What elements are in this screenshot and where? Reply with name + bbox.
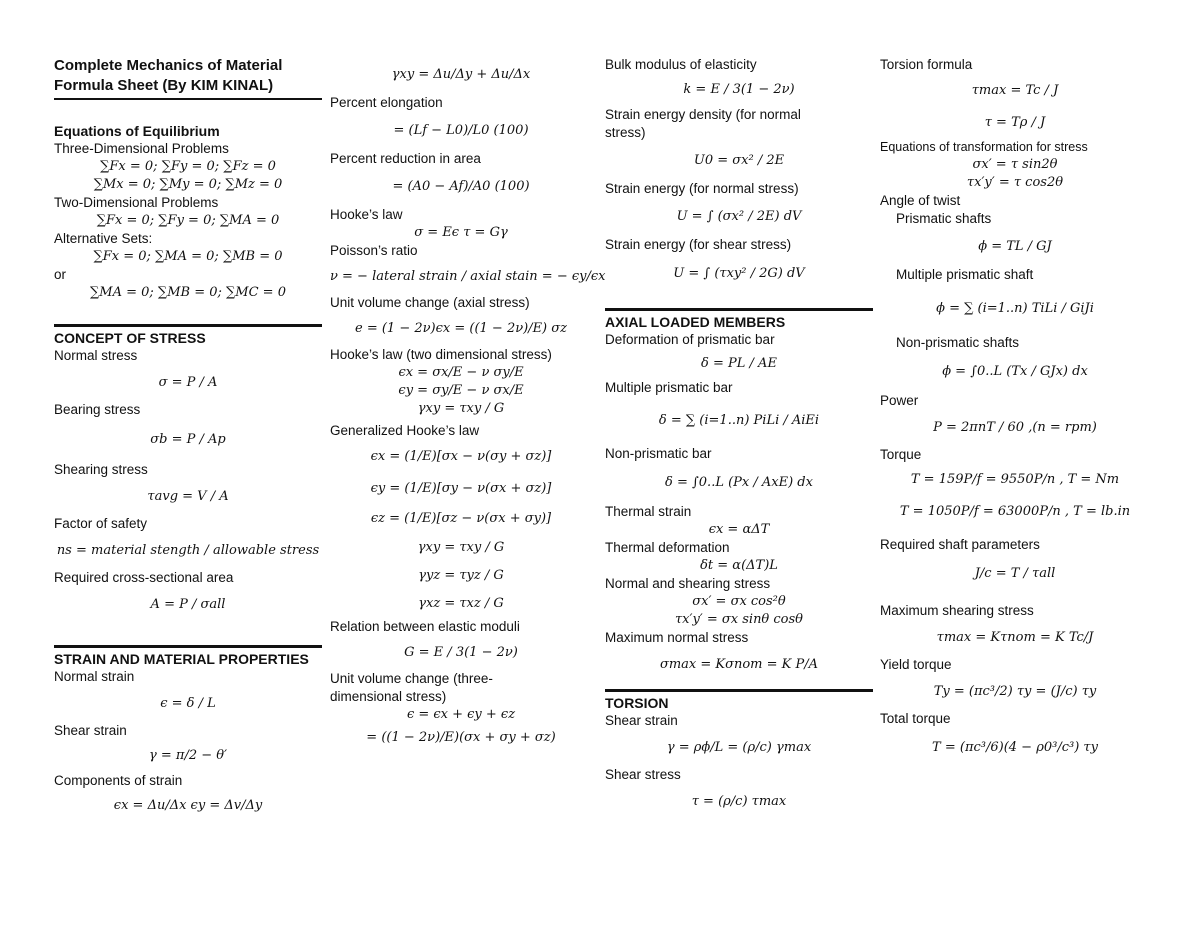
total-label: Total torque (880, 711, 951, 726)
multi-shaft-label: Multiple prismatic shaft (896, 267, 1034, 282)
torque-eq1: T = 159P/f = 9550P/n , T = Nm (910, 472, 1120, 487)
moduli-eq: G = E / 3(1 − 2ν) (404, 645, 518, 660)
bearing-stress-eq: σb = P / Ap (150, 432, 226, 447)
bearing-stress-label: Bearing stress (54, 402, 141, 417)
t-shear-strain-eq: γ = ρϕ/L = (ρ/c) γmax (666, 740, 812, 755)
t-shear-stress-eq: τ = (ρ/c) τmax (691, 794, 787, 809)
transform-eq1: σx′ = τ sin2θ (972, 157, 1058, 172)
or-label: or (54, 267, 67, 282)
transform-label: Equations of transformation for stress (880, 140, 1088, 154)
max-normal-label: Maximum normal stress (605, 630, 749, 645)
yield-eq: Ty = (πc³/2) τy = (J/c) τy (933, 684, 1097, 699)
hooke2d-label: Hooke’s law (two dimensional stress) (330, 347, 552, 362)
elongation-label: Percent elongation (330, 95, 443, 110)
reduction-label: Percent reduction in area (330, 151, 481, 166)
gen-eq3: ϵz = (1/E)[σz − ν(σx + σy)] (370, 511, 552, 526)
se-shear-eq: U = ∫ (τxy² / 2G) dV (673, 266, 805, 281)
bulk-eq: k = E / 3(1 − 2ν) (683, 82, 795, 97)
components-label: Components of strain (54, 773, 183, 788)
alt-eq2: ∑MA = 0; ∑MB = 0; ∑MC = 0 (90, 285, 286, 300)
twist-label: Angle of twist (880, 193, 961, 208)
bulk-label: Bulk modulus of elasticity (605, 57, 757, 72)
hooke-label: Hooke’s law (330, 207, 403, 222)
moduli-label: Relation between elastic moduli (330, 619, 520, 634)
area-label: Required cross-sectional area (54, 570, 234, 585)
column-3 (605, 56, 873, 820)
thermal-strain-label: Thermal strain (605, 504, 692, 519)
column-4 (880, 56, 1150, 768)
gamma-xy-eq: γxy = Δu/Δy + Δu/Δx (391, 67, 531, 82)
volume3d-label2: dimensional stress) (330, 689, 447, 704)
gen-hooke-label: Generalized Hooke’s law (330, 423, 480, 438)
t-shear-stress-label: Shear stress (605, 767, 681, 782)
poisson-eq: ν = − lateral strain / axial stain = − ϵy/ϵx (330, 269, 606, 284)
three-d-label: Three-Dimensional Problems (54, 141, 229, 156)
axial-heading: AXIAL LOADED MEMBERS (605, 308, 873, 331)
equilibrium-heading: Equations of Equilibrium (54, 123, 220, 139)
sed-eq: U0 = σx² / 2E (693, 153, 785, 168)
torque-eq2: T = 1050P/f = 63000P/n , T = lb.in (899, 504, 1131, 519)
yield-label: Yield torque (880, 657, 952, 672)
nonpris-shaft-eq: ϕ = ∫0..L (Tx / GJx) dx (942, 364, 1088, 379)
hooke-eq: σ = Eϵ τ = Gγ (414, 225, 508, 240)
se-normal-label: Strain energy (for normal stress) (605, 181, 799, 196)
elongation-eq: = (Lf − L0)/L0 (100) (393, 123, 529, 138)
torque-label: Torque (880, 447, 922, 462)
area-eq: A = P / σall (150, 597, 226, 612)
normal-stress-eq: σ = P / A (158, 375, 218, 390)
gen-eq2: ϵy = (1/E)[σy − ν(σx + σz)] (370, 481, 552, 496)
t-shear-strain-label: Shear strain (605, 713, 678, 728)
strain-heading: STRAIN AND MATERIAL PROPERTIES (54, 645, 322, 668)
gen-eq1: ϵx = (1/E)[σx − ν(σy + σz)] (370, 449, 552, 464)
shear-strain-eq: γ = π/2 − θ′ (148, 748, 228, 763)
max-normal-eq: σmax = Kσnom = K P/A (659, 657, 819, 672)
gen-eq6: γxz = τxz / G (418, 596, 504, 611)
hooke2d-eq3: γxy = τxy / G (417, 401, 505, 416)
nonpris-shaft-label: Non-prismatic shafts (896, 335, 1020, 350)
hooke2d-eq2: ϵy = σy/E − ν σx/E (398, 383, 524, 398)
se-shear-label: Strain energy (for shear stress) (605, 237, 792, 252)
normal-strain-label: Normal strain (54, 669, 135, 684)
sed-label1: Strain energy density (for normal (605, 107, 801, 122)
fos-label: Factor of safety (54, 516, 148, 531)
deform-label: Deformation of prismatic bar (605, 332, 775, 347)
prismatic-label: Prismatic shafts (896, 211, 992, 226)
total-eq: T = (πc³/6)(4 − ρ0³/c³) τy (932, 740, 1098, 755)
torsion-eq2: τ = Tρ / J (984, 115, 1046, 130)
poisson-label: Poisson’s ratio (330, 243, 418, 258)
two-d-eq: ∑Fx = 0; ∑Fy = 0; ∑MA = 0 (96, 213, 280, 228)
page-title: Complete Mechanics of Material Formula Sheet (By KIM KINAL) (54, 56, 322, 100)
volume3d-eq1: ϵ = ϵx + ϵy + ϵz (406, 707, 516, 722)
transform-eq2: τx′y′ = τ cos2θ (966, 175, 1064, 190)
shaft-param-eq: J/c = T / τall (974, 566, 1056, 581)
three-d-eq2: ∑Mx = 0; ∑My = 0; ∑Mz = 0 (93, 177, 283, 192)
se-normal-eq: U = ∫ (σx² / 2E) dV (676, 209, 802, 224)
two-d-label: Two-Dimensional Problems (54, 195, 219, 210)
normal-shear-eq1: σx′ = σx cos²θ (692, 594, 786, 609)
volume3d-eq2: = ((1 − 2ν)/E)(σx + σy + σz) (366, 730, 556, 745)
sed-label2: stress) (605, 125, 646, 140)
shearing-stress-label: Shearing stress (54, 462, 148, 477)
max-shear-label: Maximum shearing stress (880, 603, 1034, 618)
power-label: Power (880, 393, 919, 408)
shearing-stress-eq: τavg = V / A (147, 489, 229, 504)
thermal-strain-eq: ϵx = αΔT (708, 522, 770, 537)
torsion-formula-label: Torsion formula (880, 57, 973, 72)
column-1 (54, 56, 322, 822)
normal-stress-label: Normal stress (54, 348, 138, 363)
power-eq: P = 2πnT / 60 ,(n = rpm) (933, 420, 1097, 435)
torsion-heading: TORSION (605, 689, 873, 712)
shaft-param-label: Required shaft parameters (880, 537, 1040, 552)
nonpris-eq: δ = ∫0..L (Px / AxE) dx (665, 475, 813, 490)
three-d-eq1: ∑Fx = 0; ∑Fy = 0; ∑Fz = 0 (100, 159, 276, 174)
deform-eq: δ = PL / AE (701, 356, 777, 371)
nonpris-label: Non-prismatic bar (605, 446, 712, 461)
gen-eq5: γyz = τyz / G (418, 568, 504, 583)
alt-eq1: ∑Fx = 0; ∑MA = 0; ∑MB = 0 (93, 249, 283, 264)
max-shear-eq: τmax = Kτnom = K Tc/J (936, 630, 1094, 645)
volume3d-label1: Unit volume change (three- (330, 671, 493, 686)
reduction-eq: = (A0 − Af)/A0 (100) (392, 179, 530, 194)
torsion-eq1: τmax = Tc / J (971, 83, 1059, 98)
normal-strain-eq: ϵ = δ / L (160, 696, 216, 711)
components-eq: ϵx = Δu/Δx ϵy = Δv/Δy (113, 798, 263, 813)
normal-shear-label: Normal and shearing stress (605, 576, 771, 591)
stress-heading: CONCEPT OF STRESS (54, 324, 322, 347)
column-2 (330, 56, 606, 752)
prismatic-eq: ϕ = TL / GJ (978, 239, 1052, 254)
fos-eq: ns = material stength / allowable stress (56, 543, 320, 558)
alt-label: Alternative Sets: (54, 231, 153, 246)
hooke2d-eq1: ϵx = σx/E − ν σy/E (398, 365, 524, 380)
gen-eq4: γxy = τxy / G (417, 540, 505, 555)
volume-eq: e = (1 − 2ν)ϵx = ((1 − 2ν)/E) σz (355, 321, 567, 336)
thermal-def-label: Thermal deformation (605, 540, 730, 555)
multi-eq: δ = ∑ (i=1..n) PiLi / AiEi (658, 413, 820, 428)
thermal-def-eq: δt = α(ΔT)L (700, 558, 778, 573)
multi-shaft-eq: ϕ = ∑ (i=1..n) TiLi / GiJi (936, 301, 1094, 316)
multi-label: Multiple prismatic bar (605, 380, 733, 395)
shear-strain-label: Shear strain (54, 723, 127, 738)
normal-shear-eq2: τx′y′ = σx sinθ cosθ (674, 612, 804, 627)
volume-label: Unit volume change (axial stress) (330, 295, 530, 310)
